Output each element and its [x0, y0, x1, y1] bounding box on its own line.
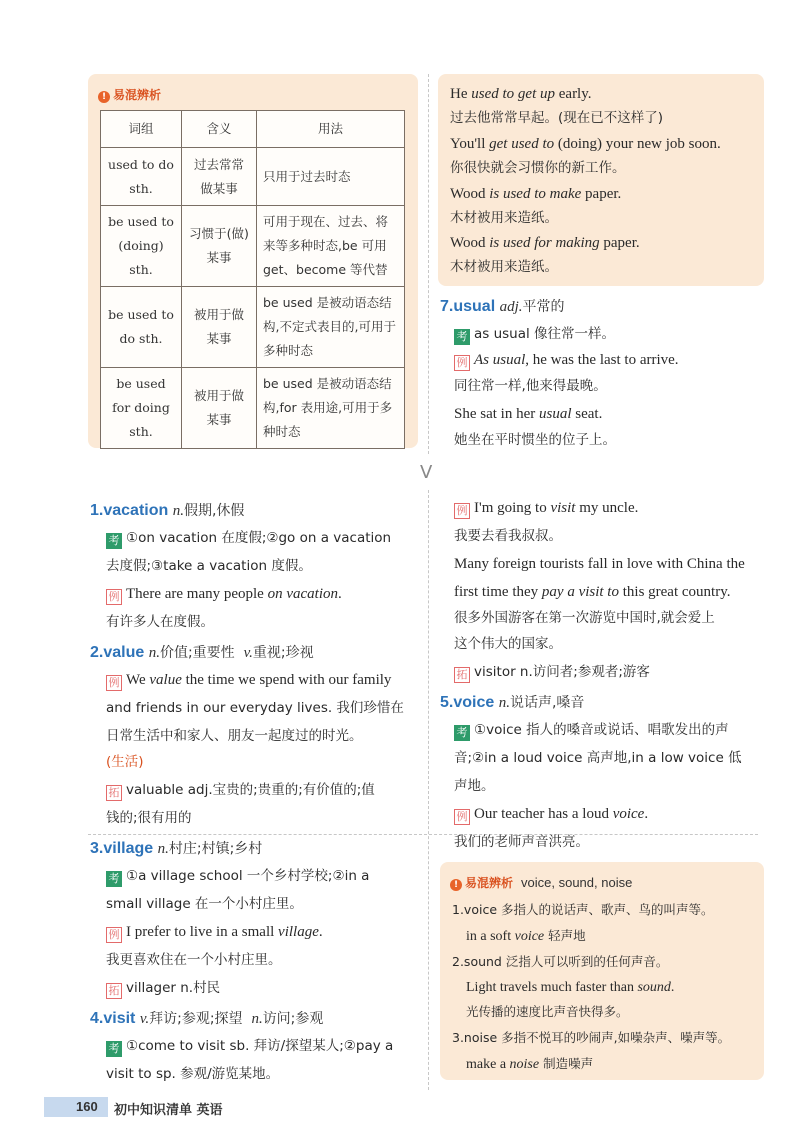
- entry4-kao-cont: visit to sp. 参观/游览某地。: [106, 1066, 280, 1082]
- table-header-row: [101, 111, 405, 148]
- entry3-tuo: 拓 villager n.村民: [106, 978, 220, 999]
- voice-box-l3: 2.sound 泛指人可以听到的任何声音。: [452, 954, 669, 969]
- kao-icon: 考: [454, 725, 470, 741]
- voice-box-l6: 3.noise 多指不悦耳的吵闹声,如噪杂声、噪声等。: [452, 1030, 731, 1045]
- entry4-example2-cn1: 很多外国游客在第一次游览中国时,就会爱上: [454, 610, 715, 626]
- entry4-example: 例 I'm going to visit my uncle.: [454, 498, 638, 519]
- table-cell-usage: be used 是被动语态结构,for 表用途,可用于多种时态: [257, 368, 405, 449]
- section-divider: [88, 834, 758, 835]
- entry2-example: 例 We value the time we spend with our family: [106, 670, 391, 691]
- example-line: Wood is used for making paper.: [450, 235, 640, 251]
- table-cell-usage: 只用于过去时态: [257, 148, 405, 206]
- table-cell-meaning: 过去常常做某事: [182, 148, 257, 206]
- entry3-kao-cont: small village 在一个小村庄里。: [106, 896, 303, 912]
- li-icon: 例: [454, 503, 470, 519]
- entry5-kao-l2: 音;②in a loud voice 高声地,in a low voice 低: [454, 750, 742, 766]
- table-cell-phrase: be used to (doing) sth.: [101, 206, 182, 287]
- warning-icon: !: [450, 879, 462, 891]
- voice-box-l7: make a noise 制造噪声: [466, 1056, 594, 1072]
- table-header-usage: 用法: [257, 111, 405, 148]
- entry7-example-cn: 同往常一样,他来得最晚。: [454, 378, 607, 394]
- entry-heading-usual: 7.usual adj.平常的: [440, 298, 565, 315]
- table-cell-phrase: be used to do sth.: [101, 287, 182, 368]
- entry2-example-l2: and friends in our everyday lives. 我们珍惜在: [106, 700, 404, 716]
- table-row: [101, 368, 405, 449]
- chevron-down-icon: V: [420, 462, 433, 483]
- table-row: [101, 206, 405, 287]
- entry2-example-l3: 日常生活中和家人、朋友一起度过的时光。: [106, 728, 363, 744]
- table-row: [101, 148, 405, 206]
- tuo-icon: 拓: [106, 983, 122, 999]
- entry1-example: 例 There are many people on vacation.: [106, 584, 342, 605]
- entry1-kao-cont: 去度假;③take a vacation 度假。: [106, 558, 312, 574]
- entry4-example2-l1: Many foreign tourists fall in love with China the: [454, 556, 745, 572]
- example-translation: 木材被用来造纸。: [450, 210, 558, 226]
- kao-icon: 考: [106, 533, 122, 549]
- voice-box-title: ! 易混辨析 voice, sound, noise: [450, 874, 632, 891]
- column-divider-top: [428, 74, 429, 454]
- entry2-tuo: 拓 valuable adj.宝贵的;贵重的;有价值的;值: [106, 780, 375, 801]
- entry4-example-cn: 我要去看我叔叔。: [454, 528, 562, 544]
- entry5-kao: 考 ①voice 指人的嗓音或说话、唱歌发出的声: [454, 720, 729, 741]
- entry7-example2: She sat in her usual seat.: [454, 406, 603, 422]
- entry3-kao: 考 ①a village school 一个乡村学校;②in a: [106, 866, 369, 887]
- voice-box-l4: Light travels much faster than sound.: [466, 980, 675, 995]
- li-icon: 例: [106, 589, 122, 605]
- usage-box-title: [98, 86, 161, 103]
- usage-table: [100, 110, 405, 449]
- page-number: 160: [76, 1099, 98, 1114]
- table-cell-meaning: 被用于做某事: [182, 287, 257, 368]
- voice-box-l1: 1.voice 多指人的说话声、歌声、鸟的叫声等。: [452, 902, 714, 917]
- voice-box-l5: 光传播的速度比声音快得多。: [466, 1004, 629, 1019]
- entry-heading-village: 3.village n.村庄;村镇;乡村: [90, 840, 263, 857]
- example-line: Wood is used to make paper.: [450, 186, 622, 202]
- entry-heading-voice: 5.voice n.说话声,嗓音: [440, 694, 585, 711]
- entry4-kao: 考 ①come to visit sb. 拜访/探望某人;②pay a: [106, 1036, 393, 1057]
- entry3-example-cn: 我更喜欢住在一个小村庄里。: [106, 952, 282, 968]
- entry1-kao: 考 ①on vacation 在度假;②go on a vacation: [106, 528, 391, 549]
- table-cell-meaning: 习惯于(做)某事: [182, 206, 257, 287]
- entry-heading-visit: 4.visit v.拜访;参观;探望 n.访问;参观: [90, 1010, 324, 1027]
- entry1-example-cn: 有许多人在度假。: [106, 614, 214, 630]
- usage-examples-box: [438, 74, 764, 286]
- table-cell-phrase: used to do sth.: [101, 148, 182, 206]
- kao-icon: 考: [106, 871, 122, 887]
- kao-icon: 考: [454, 329, 470, 345]
- li-icon: 例: [106, 675, 122, 691]
- entry5-kao-l3: 声地。: [454, 778, 495, 794]
- tuo-icon: 拓: [106, 785, 122, 801]
- example-line: You'll get used to (doing) your new job soon.: [450, 136, 721, 152]
- entry7-kao: 考 as usual 像往常一样。: [454, 324, 615, 345]
- table-cell-usage: be used 是被动语态结构,不定式表目的,可用于多种时态: [257, 287, 405, 368]
- li-icon: 例: [106, 927, 122, 943]
- entry3-example: 例 I prefer to live in a small village.: [106, 922, 323, 943]
- entry5-example-cn: 我们的老师声音洪亮。: [454, 834, 589, 850]
- entry-heading-value: 2.value n.价值;重要性 v.重视;珍视: [90, 644, 314, 661]
- entry7-example2-cn: 她坐在平时惯坐的位子上。: [454, 432, 616, 448]
- warning-icon: !: [98, 91, 110, 103]
- entry4-tuo: 拓 visitor n.访问者;参观者;游客: [454, 662, 650, 683]
- kao-icon: 考: [106, 1041, 122, 1057]
- table-header-phrase: 词组: [101, 111, 182, 148]
- book-title: 初中知识清单 英语: [114, 1103, 223, 1118]
- entry2-tuo-cont: 钱的;很有用的: [106, 810, 192, 826]
- entry2-example-l4: (生活): [106, 754, 144, 770]
- entry7-example: 例 As usual, he was the last to arrive.: [454, 350, 679, 371]
- usage-box-title-text: 易混辨析: [113, 88, 162, 102]
- tuo-icon: 拓: [454, 667, 470, 683]
- entry5-example: 例 Our teacher has a loud voice.: [454, 804, 648, 825]
- entry4-example2-l2: first time they pay a visit to this great country.: [454, 584, 731, 600]
- entry4-example2-cn2: 这个伟大的国家。: [454, 636, 562, 652]
- table-cell-phrase: be used for doing sth.: [101, 368, 182, 449]
- voice-box-l2: in a soft voice 轻声地: [466, 928, 586, 944]
- example-translation: 木材被用来造纸。: [450, 259, 558, 275]
- example-translation: 过去他常常早起。(现在已不这样了): [450, 110, 664, 126]
- table-cell-usage: 可用于现在、过去、将来等多种时态,be 可用 get、become 等代替: [257, 206, 405, 287]
- entry-heading-vacation: 1.vacation n.假期,休假: [90, 502, 245, 519]
- example-translation: 你很快就会习惯你的新工作。: [450, 160, 626, 176]
- table-cell-meaning: 被用于做某事: [182, 368, 257, 449]
- li-icon: 例: [454, 355, 470, 371]
- example-line: He used to get up early.: [450, 86, 592, 102]
- column-divider-bottom: [428, 490, 429, 1090]
- table-header-meaning: 含义: [182, 111, 257, 148]
- table-row: [101, 287, 405, 368]
- li-icon: 例: [454, 809, 470, 825]
